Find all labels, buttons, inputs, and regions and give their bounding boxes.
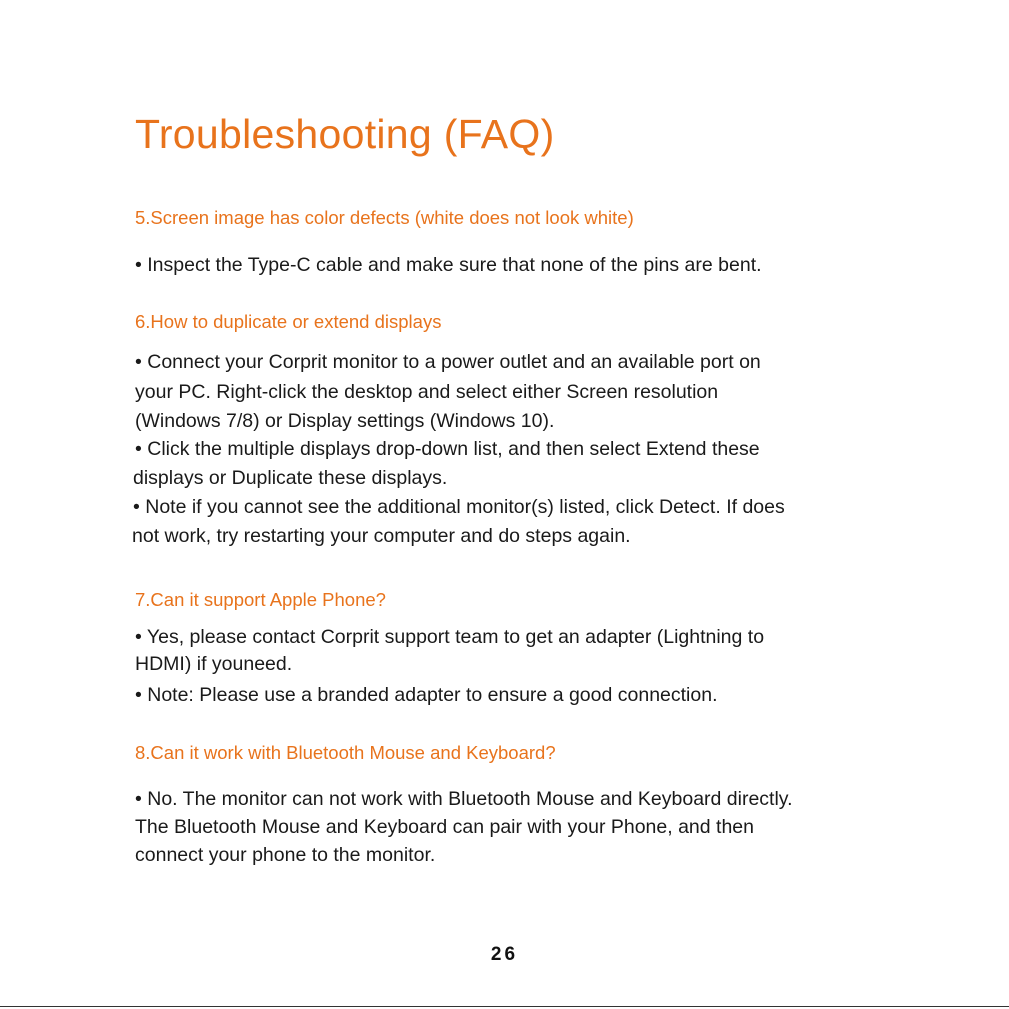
faq-8-line-2: The Bluetooth Mouse and Keyboard can pair with your Phone, and then [135,816,754,838]
faq-6-heading: 6.How to duplicate or extend displays [135,311,442,332]
faq-5-line-1: • Inspect the Type-C cable and make sure that none of the pins are bent. [135,254,762,276]
faq-8-line-3: connect your phone to the monitor. [135,844,436,866]
faq-6-line-3: (Windows 7/8) or Display settings (Windows 10). [135,410,555,432]
faq-8-line-1: • No. The monitor can not work with Bluetooth Mouse and Keyboard directly. [135,788,793,810]
faq-7-heading: 7.Can it support Apple Phone? [135,589,386,610]
page-number: 26 [490,944,519,965]
faq-7-line-1: • Yes, please contact Corprit support team to get an adapter (Lightning to [135,626,765,648]
faq-6-line-1: • Connect your Corprit monitor to a power outlet and an available port on [135,351,761,373]
faq-6-line-2: your PC. Right-click the desktop and select either Screen resolution [135,381,719,403]
faq-7-line-2: HDMI) if youneed. [135,653,293,675]
faq-6-line-7: not work, try restarting your computer and do steps again. [132,525,631,547]
faq-6-line-6: • Note if you cannot see the additional monitor(s) listed, click Detect. If does [133,496,785,518]
faq-8-heading: 8.Can it work with Bluetooth Mouse and Keyboard? [135,742,556,763]
faq-5-heading: 5.Screen image has color defects (white does not look white) [135,207,634,228]
faq-7-line-3: • Note: Please use a branded adapter to ensure a good connection. [135,684,718,706]
page-title: Troubleshooting (FAQ) [135,111,555,157]
faq-6-line-4: • Click the multiple displays drop-down list, and then select Extend these [135,438,760,460]
bottom-divider [0,1006,1009,1007]
faq-6-line-5: displays or Duplicate these displays. [133,467,448,489]
